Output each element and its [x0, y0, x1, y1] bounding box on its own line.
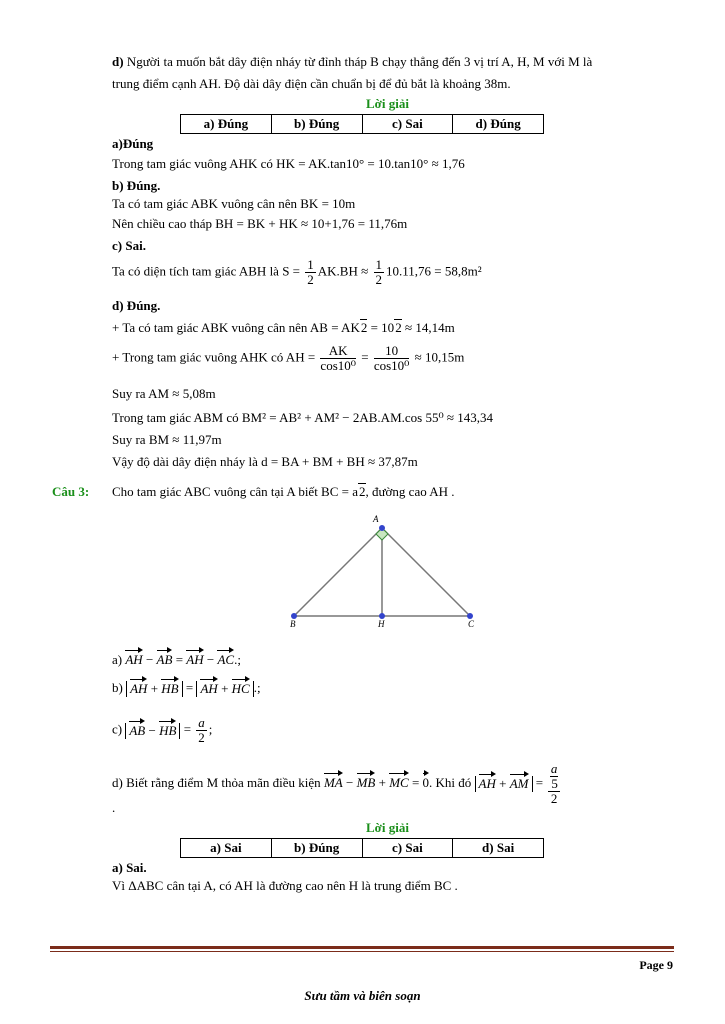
- point-a: [379, 525, 385, 531]
- statement-dot: .: [112, 800, 116, 815]
- statement-d: d) Biết rằng điểm M thỏa mãn điều kiện MA − MB + MC = 0. Khi đó AH + AM = a 5 2: [112, 761, 558, 806]
- sol-a-line: Trong tam giác vuông AHK có HK = AK.tan10° = 10.tan10° ≈ 1,76: [112, 156, 465, 171]
- sol-a-head: a)Đúng: [112, 136, 154, 151]
- footer-rule: [50, 946, 674, 949]
- fraction: a 5 2: [548, 762, 560, 806]
- question-stem: Cho tam giác ABC vuông cân tại A biết BC = a2, đường cao AH .: [112, 484, 455, 499]
- triangle-figure: [280, 510, 490, 635]
- label-c: C: [468, 619, 475, 629]
- sol-b-head: b) Đúng.: [112, 178, 161, 193]
- sol-d-line1: + Ta có tam giác ABK vuông cân nên AB = AK2 = 102 ≈ 14,14m: [112, 320, 455, 335]
- label-b: B: [290, 619, 296, 629]
- fraction: $\frac{10}{\text{cos10⁰}}$: [373, 343, 410, 373]
- side-ac: [382, 528, 470, 616]
- statement-c: c) AB − HB = $\frac{a}{2}$ ;: [112, 715, 213, 745]
- label-a: A: [373, 514, 379, 524]
- fraction: $\frac{1}{2}$: [307, 257, 314, 287]
- answer-cell: a) Đúng: [181, 115, 272, 134]
- part-d-line1: d) Người ta muốn bắt dây điện nháy từ đỉnh tháp B chạy thẳng đến 3 vị trí A, H, M với M là: [112, 54, 593, 69]
- solution-heading-2: Lời giải: [366, 820, 409, 835]
- fraction: $\frac{1}{2}$: [375, 257, 383, 287]
- question-label: Câu 3:: [52, 484, 90, 499]
- footer-credit: Sưu tầm và biên soạn: [304, 988, 421, 1003]
- statement-a: a) AH − AB = AH − AC.;: [112, 652, 241, 667]
- page-number: Page 9: [639, 958, 673, 972]
- fraction: $\frac{a}{2}$: [198, 715, 205, 745]
- sol-d-line3: Suy ra AM ≈ 5,08m: [112, 386, 216, 401]
- fraction: $\frac{AK}{\text{cos10⁰}}$: [320, 343, 356, 373]
- sol-b-line1: Ta có tam giác ABK vuông cân nên BK = 10m: [112, 196, 356, 211]
- sol-b-line2: Nên chiều cao tháp BH = BK + HK ≈ 10+1,76 = 11,76m: [112, 216, 408, 231]
- answer-cell: d) Sai: [453, 839, 544, 858]
- answer-table-1: [180, 114, 544, 134]
- answer-cell: a) Sai: [181, 839, 272, 858]
- answer-table-2: [180, 838, 544, 858]
- part-d-label: d): [112, 54, 124, 69]
- answer-cell: d) Đúng: [453, 115, 544, 134]
- sol-d-line6: Vậy độ dài dây điện nháy là d = BA + BM + BH ≈ 37,87m: [112, 454, 418, 469]
- answer-cell: c) Sai: [362, 839, 453, 858]
- footer-rule-thin: [50, 951, 674, 952]
- sol-c-line: Ta có diện tích tam giác ABH là S = $\frac{1}{2}$ AK.BH ≈ $\frac{1}{2}$ 10.11,76 = 58,8m²: [112, 257, 482, 287]
- statement-b: b) AH + HB = AH + HC .;: [112, 680, 261, 697]
- sol2-a-line: Vì ΔABC cân tại A, có AH là đường cao nên H là trung điểm BC .: [112, 878, 458, 893]
- side-ab: [294, 528, 382, 616]
- answer-cell: c) Sai: [362, 115, 453, 134]
- label-h: H: [378, 619, 385, 629]
- sol2-a-head: a) Sai.: [112, 860, 147, 875]
- sol-d-line5: Suy ra BM ≈ 11,97m: [112, 432, 222, 447]
- part-d-line2: trung điểm cạnh AH. Độ dài dây điện cần chuẩn bị để đủ bắt là khoảng 38m.: [112, 76, 511, 91]
- answer-cell: b) Đúng: [271, 839, 362, 858]
- sol-d-head: d) Đúng.: [112, 298, 161, 313]
- answer-cell: b) Đúng: [271, 115, 362, 134]
- sol-c-head: c) Sai.: [112, 238, 146, 253]
- sol-d-line2: + Trong tam giác vuông AHK có AH = $\frac{AK}{\text{cos10⁰}}$ = $\frac{10}{\text{cos10⁰}}$ ≈ 10,15m: [112, 343, 465, 373]
- solution-heading: Lời giải: [366, 96, 409, 111]
- sol-d-line4: Trong tam giác ABM có BM² = AB² + AM² − 2AB.AM.cos 55⁰ ≈ 143,34: [112, 410, 494, 425]
